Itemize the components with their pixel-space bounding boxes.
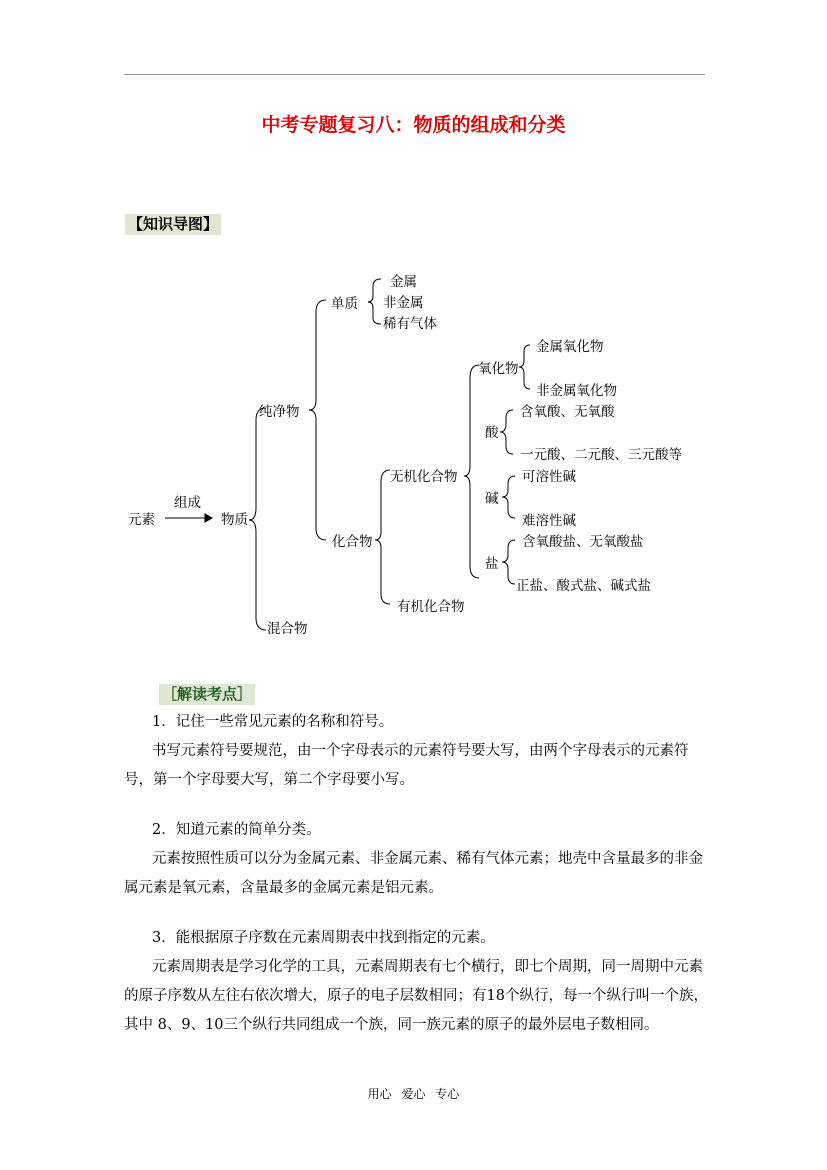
- node-jinshu: 金属: [390, 274, 417, 290]
- node-suan: 酸: [485, 425, 499, 441]
- node-hanyangsuanyan: 含氧酸盐、无氧酸盐: [522, 534, 644, 550]
- point-2-body: 元素按照性质可以分为金属元素、非金属元素、稀有气体元素；地壳中含量最多的非金属元素是氧元素，含量最多的金属元素是铝元素。: [124, 851, 703, 896]
- node-jinshuyanghuawu: 金属氧化物: [536, 339, 604, 355]
- page-title: 中考专题复习八：物质的组成和分类: [261, 114, 566, 136]
- point-3-body: 元素周期表是学习化学的工具，元素周期表有七个横行，即七个周期，同一周期中元素的原子序数从左往右依次增大，原子的电子层数相同；有18个纵行，每一个纵行叫一个族，其中 8、9、10三个纵行共同组成一个族，同一族元素的原子的最外层电子数相同。: [124, 959, 708, 1033]
- label-zucheng: 组成: [174, 495, 201, 511]
- node-youjihuahewu: 有机化合物: [397, 599, 465, 615]
- node-yan: 盐: [485, 556, 499, 572]
- node-feijinshuyanghuawu: 非金属氧化物: [536, 383, 617, 399]
- node-hunhewu: 混合物: [267, 621, 308, 637]
- node-feijinshu: 非金属: [383, 295, 424, 311]
- point-2-heading: 2．知道元素的简单分类。: [152, 822, 321, 838]
- knowledge-map-label: 【知识导图】: [125, 214, 221, 235]
- node-yiyuansuan: 一元酸、二元酸、三元酸等: [520, 447, 682, 463]
- node-jian: 碱: [485, 491, 499, 507]
- arrowhead-icon: [205, 514, 212, 522]
- node-zhengyan: 正盐、酸式盐、碱式盐: [516, 578, 651, 594]
- point-3-heading: 3．能根据原子序数在元素周期表中找到指定的元素。: [152, 930, 495, 946]
- page-footer: 用心 爱心 专心: [367, 1087, 460, 1101]
- brace-chunjingwu: [309, 300, 326, 540]
- brace-wujihuahewu: [464, 365, 479, 578]
- node-wuzhi: 物质: [221, 512, 248, 528]
- node-danzhi: 单质: [331, 296, 358, 312]
- node-nanrongxingjian: 难溶性碱: [522, 513, 576, 529]
- node-hanyangsuan: 含氧酸、无氧酸: [520, 404, 615, 420]
- node-wujihuahewu: 无机化合物: [390, 469, 458, 485]
- point-1-body: 书写元素符号要规范，由一个字母表示的元素符号要大写，由两个字母表示的元素符号，第一个字母要大写，第二个字母要小写。: [124, 743, 689, 788]
- brace-danzhi: [368, 279, 381, 324]
- node-chunjingwu: 纯净物: [259, 404, 300, 420]
- brace-huahewu: [375, 470, 390, 604]
- exam-points-label: ［解读考点］: [159, 684, 255, 705]
- node-xiyouqiti: 稀有气体: [383, 316, 437, 332]
- node-kerongxingjian: 可溶性碱: [522, 469, 576, 485]
- node-yanghuawu: 氧化物: [478, 361, 519, 377]
- node-yuansu: 元素: [128, 512, 155, 528]
- node-huahewu: 化合物: [332, 534, 373, 550]
- point-1-heading: 1．记住一些常见元素的名称和符号。: [152, 714, 394, 730]
- brace-yanghuawu: [519, 345, 530, 389]
- brace-jian: [502, 476, 515, 518]
- brace-yan: [502, 540, 515, 584]
- brace-suan: [500, 410, 513, 454]
- brace-wuzhi: [249, 408, 266, 630]
